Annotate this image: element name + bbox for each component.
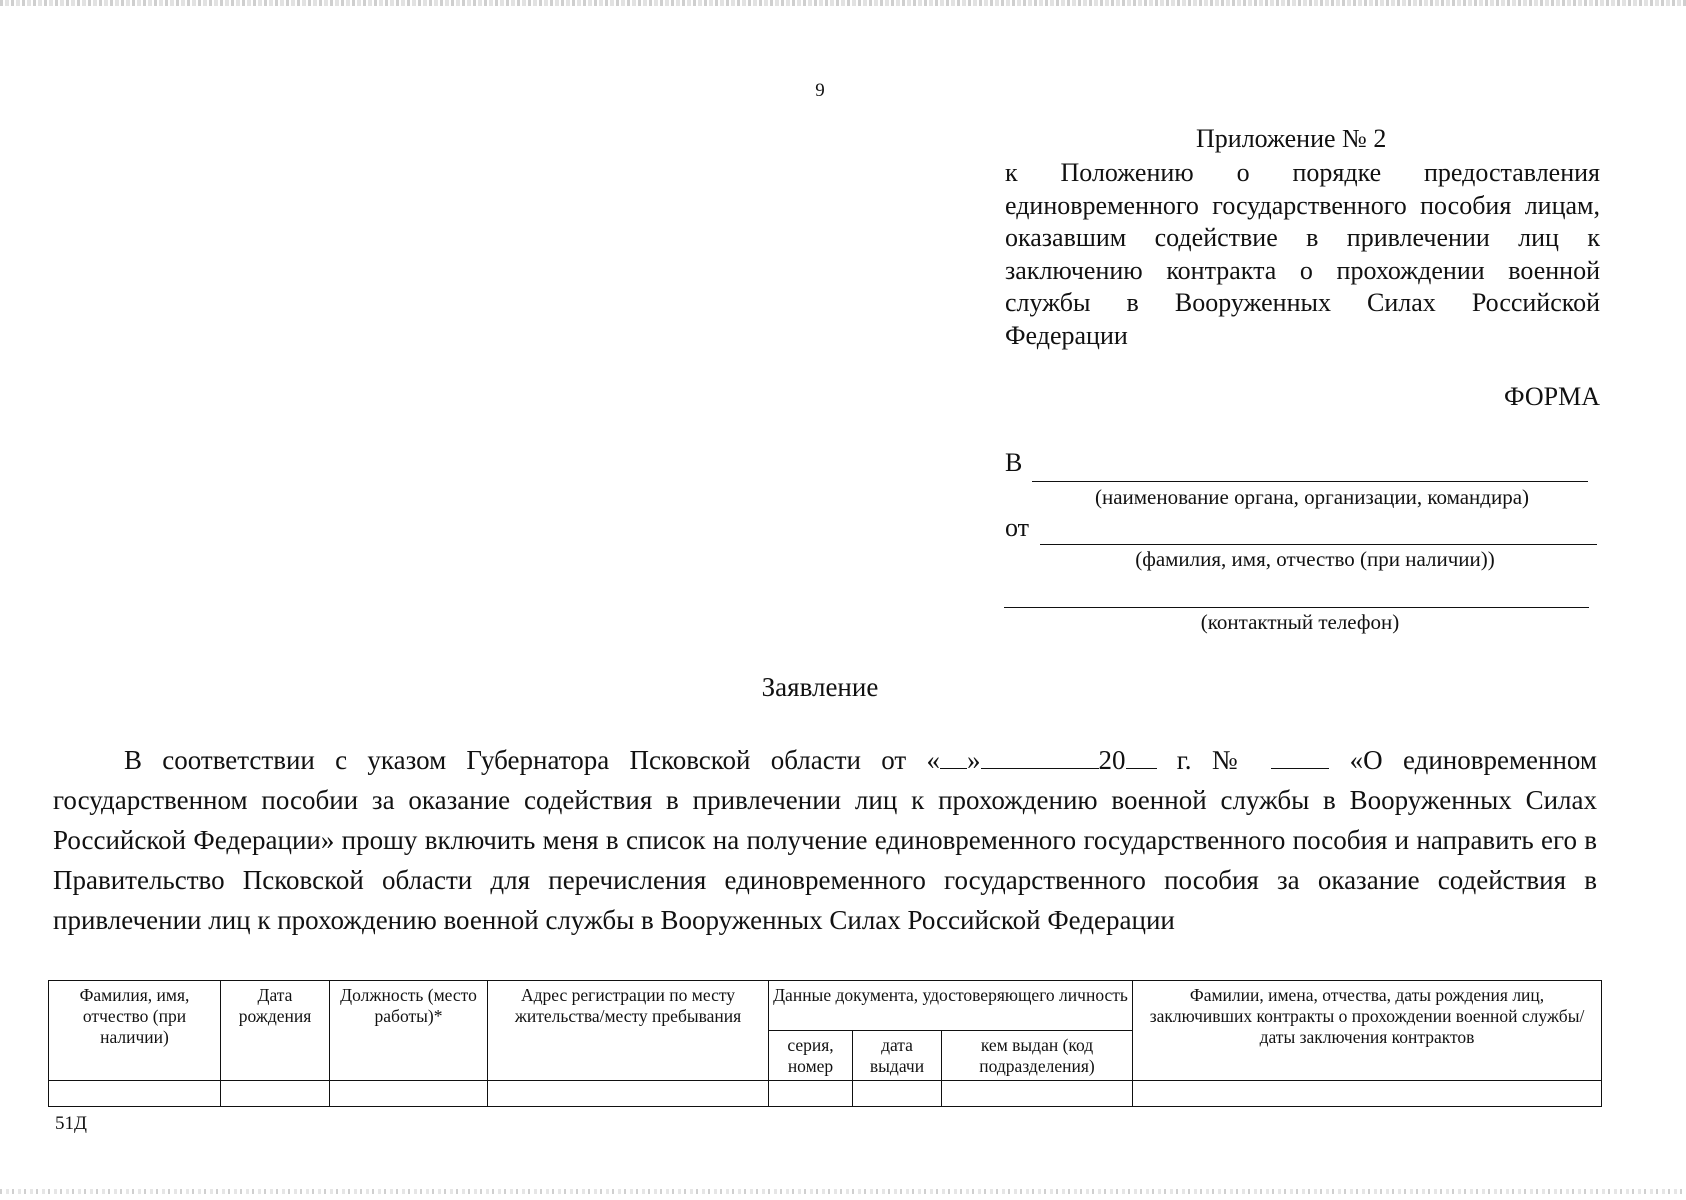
footer-code: 51Д	[55, 1113, 87, 1134]
day-blank[interactable]	[940, 746, 967, 769]
page-number: 9	[815, 80, 825, 101]
to-line[interactable]	[1032, 481, 1588, 482]
header-fio: Фамилия, имя, отчество (при наличии)	[49, 981, 221, 1081]
table-row	[49, 1081, 1602, 1107]
body-text-part: «О единовременном государственном пособии за оказание содействия в привлечении лиц к прохождению военной службы в Вооруженных Силах Российской Федерации» прошу включить меня в список на получение единовременного государственного пособия и направить его в Правительство Псковской области для перечисления единовременного государственного пособия за оказание содействия в привлечении лиц к прохождению военной службы в Вооруженных Силах Российской Федерации	[53, 745, 1597, 935]
from-hint: (фамилия, имя, отчество (при наличии))	[1135, 547, 1495, 571]
cell-position[interactable]	[330, 1081, 488, 1107]
phone-line[interactable]	[1004, 607, 1589, 608]
cell-address[interactable]	[488, 1081, 769, 1107]
appendix-title: Приложение № 2	[1196, 124, 1387, 153]
from-line[interactable]	[1040, 544, 1597, 545]
cell-issue-date[interactable]	[853, 1081, 942, 1107]
header-id-document: Данные документа, удостоверяющего личность	[769, 981, 1133, 1031]
from-prefix: от	[1005, 513, 1030, 542]
cell-fio[interactable]	[49, 1081, 221, 1107]
cell-issued-by[interactable]	[942, 1081, 1133, 1107]
header-issued-by: кем выдан (код подразделения)	[942, 1031, 1133, 1081]
to-hint: (наименование органа, организации, командира)	[1094, 485, 1530, 509]
header-issue-date: дата выдачи	[853, 1031, 942, 1081]
scan-edge-top	[0, 0, 1686, 6]
body-text-part: 20	[1098, 745, 1126, 775]
header-address: Адрес регистрации по месту жительства/месту пребывания	[488, 981, 769, 1081]
application-body	[53, 740, 1597, 940]
document-title: Заявление	[761, 672, 879, 702]
decree-number-blank[interactable]	[1271, 746, 1329, 769]
month-blank[interactable]	[981, 746, 1099, 769]
body-text-part: г. №	[1156, 745, 1272, 775]
header-contracted-persons: Фамилии, имена, отчества, даты рождения лиц, заключивших контракты о прохождении военной службы/даты заключения контрактов	[1133, 981, 1602, 1081]
applicant-data-table	[48, 980, 1602, 1107]
scan-edge-bottom	[0, 1189, 1686, 1194]
body-text-part: »	[967, 745, 981, 775]
appendix-text: к Положению о порядке предоставления единовременного государственного пособия лицам, оказавшим содействие в привлечении лиц к заключению контракта о прохождении военной службы в Вооруженных Силах Российской Федерации	[1005, 158, 1600, 350]
header-series-number: серия, номер	[769, 1031, 853, 1081]
header-birth-date: Дата рождения	[221, 981, 330, 1081]
cell-contracted-persons[interactable]	[1133, 1081, 1602, 1107]
body-text-part: В соответствии с указом Губернатора Псковской области от «	[124, 745, 940, 775]
year-blank[interactable]	[1126, 746, 1157, 769]
cell-series-number[interactable]	[769, 1081, 853, 1107]
form-label: ФОРМА	[1504, 382, 1600, 411]
to-prefix: В	[1005, 448, 1023, 477]
phone-hint: (контактный телефон)	[1200, 610, 1400, 634]
cell-birth-date[interactable]	[221, 1081, 330, 1107]
header-position: Должность (место работы)*	[330, 981, 488, 1081]
